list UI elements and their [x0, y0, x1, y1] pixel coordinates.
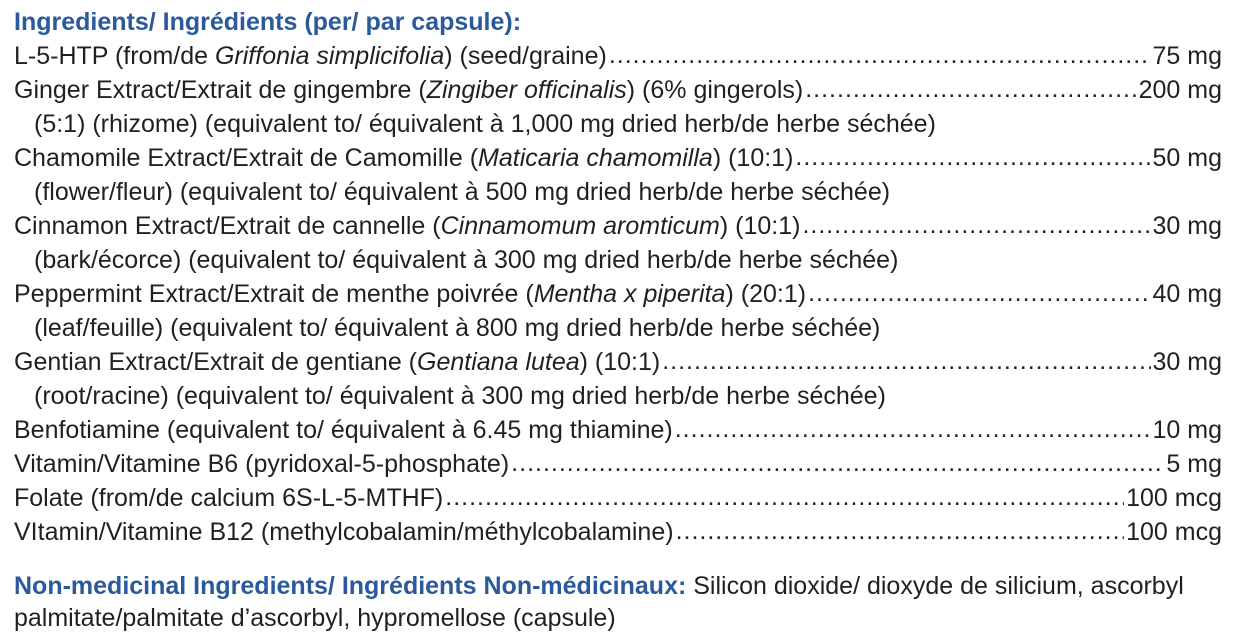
dot-leader	[445, 481, 1124, 513]
ingredient-latin-name: Maticaria chamomilla	[478, 144, 713, 172]
ingredient-name-suffix: ) (10:1)	[712, 144, 794, 172]
ingredient-name-suffix: ) (seed/graine)	[444, 42, 607, 70]
ingredient-amount: 50 mg	[1152, 144, 1222, 172]
ingredient-latin-name: Griffonia simplicifolia	[214, 42, 445, 70]
ingredient-name-text: Folate (from/de calcium 6S-L-5-MTHF)	[14, 484, 444, 512]
ingredient-item	[14, 414, 1222, 448]
ingredient-name-text: Benfotiamine (equivalent to/ équivalent à 6.45 mg thiamine)	[14, 416, 673, 444]
ingredient-name	[14, 448, 509, 480]
ingredient-name	[14, 516, 674, 548]
ingredient-item	[14, 40, 1222, 74]
non-medicinal-text: Silicon dioxide/ dioxyde de silicium, ascorbyl palmitate/palmitate d’ascorbyl, hypromellose (capsule)	[14, 572, 1184, 632]
dot-leader	[805, 73, 1136, 105]
ingredient-amount: 200 mg	[1138, 76, 1222, 104]
ingredient-line	[14, 142, 1222, 176]
ingredient-name-suffix: ) (10:1)	[719, 212, 801, 240]
dot-leader	[511, 447, 1164, 479]
ingredient-name-text: VItamin/Vitamine B12 (methylcobalamin/méthylcobalamine)	[14, 518, 674, 546]
ingredient-line	[14, 74, 1222, 108]
ingredient-line	[14, 210, 1222, 244]
ingredient-name-text: Vitamin/Vitamine B6 (pyridoxal-5-phosphate)	[14, 450, 510, 478]
ingredient-name-text: Gentian Extract/Extrait de gentiane (	[14, 348, 417, 376]
ingredient-line	[14, 278, 1222, 312]
ingredient-name	[14, 414, 673, 446]
ingredient-line	[14, 346, 1222, 380]
dot-leader	[662, 345, 1150, 377]
ingredient-amount: 100 mcg	[1126, 484, 1222, 512]
ingredient-detail: (bark/écorce) (equivalent to/ équivalent à 300 mg dried herb/de herbe séchée)	[34, 246, 899, 274]
dot-leader	[808, 277, 1150, 309]
ingredient-item	[14, 516, 1222, 550]
ingredient-name	[14, 278, 806, 310]
ingredient-name	[14, 40, 607, 72]
ingredient-item	[14, 346, 1222, 414]
dot-leader	[802, 209, 1150, 241]
ingredient-item	[14, 210, 1222, 278]
ingredient-detail: (root/racine) (equivalent to/ équivalent à 300 mg dried herb/de herbe séchée)	[34, 382, 886, 410]
ingredient-name	[14, 210, 800, 242]
non-medicinal-ingredients	[14, 570, 1222, 634]
ingredient-list	[14, 40, 1222, 550]
ingredient-amount: 5 mg	[1166, 450, 1222, 478]
dot-leader	[609, 39, 1151, 71]
ingredient-amount: 75 mg	[1152, 42, 1222, 70]
non-medicinal-label: Non-medicinal Ingredients/ Ingrédients Non-médicinaux:	[14, 572, 687, 600]
ingredient-name	[14, 74, 803, 106]
dot-leader	[795, 141, 1150, 173]
ingredient-line	[14, 516, 1222, 550]
ingredient-item	[14, 482, 1222, 516]
ingredient-name-suffix: ) (10:1)	[579, 348, 661, 376]
ingredient-amount: 40 mg	[1152, 280, 1222, 308]
ingredient-amount: 10 mg	[1152, 416, 1222, 444]
dot-leader	[675, 413, 1151, 445]
ingredient-name-text: Cinnamon Extract/Extrait de cannelle (	[14, 212, 441, 240]
ingredient-latin-name: Cinnamomum aromticum	[440, 212, 720, 240]
ingredient-latin-name: Mentha x piperita	[533, 280, 726, 308]
ingredient-line	[14, 482, 1222, 516]
ingredient-item	[14, 142, 1222, 210]
ingredient-item	[14, 448, 1222, 482]
ingredient-name	[14, 142, 793, 174]
ingredient-latin-name: Zingiber officinalis	[426, 76, 627, 104]
ingredient-amount: 30 mg	[1152, 212, 1222, 240]
ingredient-name-suffix: ) (20:1)	[725, 280, 807, 308]
ingredient-item	[14, 74, 1222, 142]
ingredient-detail: (flower/fleur) (equivalent to/ équivalent à 500 mg dried herb/de herbe séchée)	[34, 178, 891, 206]
ingredient-detail: (leaf/feuille) (equivalent to/ équivalent à 800 mg dried herb/de herbe séchée)	[34, 314, 881, 342]
ingredient-name	[14, 346, 660, 378]
ingredient-line	[14, 414, 1222, 448]
ingredient-name-text: Ginger Extract/Extrait de gingembre (	[14, 76, 427, 104]
ingredient-latin-name: Gentiana lutea	[417, 348, 580, 376]
ingredient-line	[14, 448, 1222, 482]
ingredient-name-text: L-5-HTP (from/de	[14, 42, 215, 70]
ingredient-name	[14, 482, 443, 514]
ingredient-line	[14, 40, 1222, 74]
ingredient-detail: (5:1) (rhizome) (equivalent to/ équivalent à 1,000 mg dried herb/de herbe séchée)	[34, 110, 936, 138]
dot-leader	[676, 515, 1125, 547]
ingredients-heading: Ingredients/ Ingrédients (per/ par capsule):	[14, 8, 522, 36]
ingredient-name-text: Chamomile Extract/Extrait de Camomille (	[14, 144, 479, 172]
ingredient-name-text: Peppermint Extract/Extrait de menthe poivrée (	[14, 280, 534, 308]
ingredient-name-suffix: ) (6% gingerols)	[626, 76, 804, 104]
ingredient-item	[14, 278, 1222, 346]
ingredient-amount: 30 mg	[1152, 348, 1222, 376]
ingredient-amount: 100 mcg	[1126, 518, 1222, 546]
